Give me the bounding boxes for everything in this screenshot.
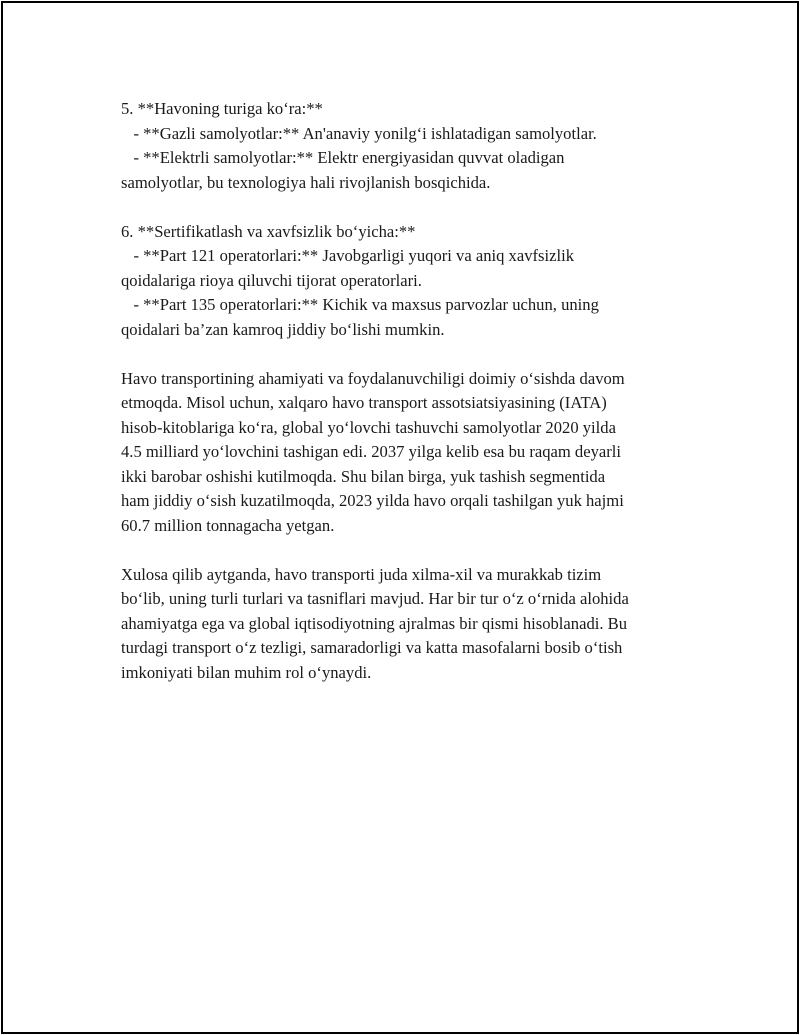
paragraph-line: ham jiddiy o‘sish kuzatilmoqda, 2023 yilda havo orqali tashilgan yuk hajmi [121,491,624,510]
paragraph-line: Havo transportining ahamiyati va foydalanuvchiligi doimiy o‘sishda davom [121,368,625,388]
page-frame [1,1,799,1034]
paragraph-line: 60.7 million tonnagacha yetgan. [121,515,335,535]
paragraph-line: bo‘lib, uning turli turlari va tasniflari mavjud. Har bir tur o‘z o‘rnida alohida [121,589,629,608]
paragraph-line: imkoniyati bilan muhim rol o‘ynaydi. [121,662,372,682]
section-6-item-part121-line-2: qoidalariga rioya qiluvchi tijorat operatorlari. [121,270,422,290]
paragraph-gap [121,195,701,220]
paragraph-line: Xulosa qilib aytganda, havo transporti juda xilma-xil va murakkab tizim [121,564,602,584]
paragraph-line: ahamiyatga ega va global iqtisodiyotning ajralmas bir qismi hisoblanadi. Bu [121,613,628,633]
paragraph-gap [121,538,701,563]
paragraph-line: 4.5 milliard yo‘lovchini tashigan edi. 2037 yilga kelib esa bu raqam deyarli [121,442,621,461]
paragraph-line: ikki barobar oshishi kutilmoqda. Shu bilan birga, yuk tashish segmentida [121,466,606,486]
paragraph-conclusion [121,563,701,686]
paragraph-gap [121,342,701,367]
section-6-item-part135-line-2: qoidalari ba’zan kamroq jiddiy bo‘lishi mumkin. [121,319,445,339]
paragraph-line: etmoqda. Misol uchun, xalqaro havo transport assotsiatsiyasining (IATA) [121,393,607,412]
section-5-item-electric-line-2: samolyotlar, bu texnologiya hali rivojlanish bosqichida. [121,172,491,192]
section-6-item-part121-line-1: - **Part 121 operatorlari:** Javobgarligi yuqori va aniq xavfsizlik [121,246,574,265]
document-body [121,97,701,685]
section-6 [121,220,701,343]
section-5 [121,97,701,195]
section-6-heading: 6. **Sertifikatlash va xavfsizlik bo‘yicha:** [121,221,416,241]
section-5-item-gas: - **Gazli samolyotlar:** An'anaviy yonilg‘i ishlatadigan samolyotlar. [121,123,597,143]
paragraph-line: hisob-kitoblariga ko‘ra, global yo‘lovchi tashuvchi samolyotlar 2020 yilda [121,417,616,437]
section-6-item-part135-line-1: - **Part 135 operatorlari:** Kichik va maxsus parvozlar uchun, uning [121,295,599,314]
paragraph-line: turdagi transport o‘z tezligi, samaradorligi va katta masofalarni bosib o‘tish [121,638,623,657]
paragraph-importance [121,367,701,539]
section-5-item-electric-line-1: - **Elektrli samolyotlar:** Elektr energiyasidan quvvat oladigan [121,148,565,167]
section-5-heading: 5. **Havoning turiga ko‘ra:** [121,99,323,118]
